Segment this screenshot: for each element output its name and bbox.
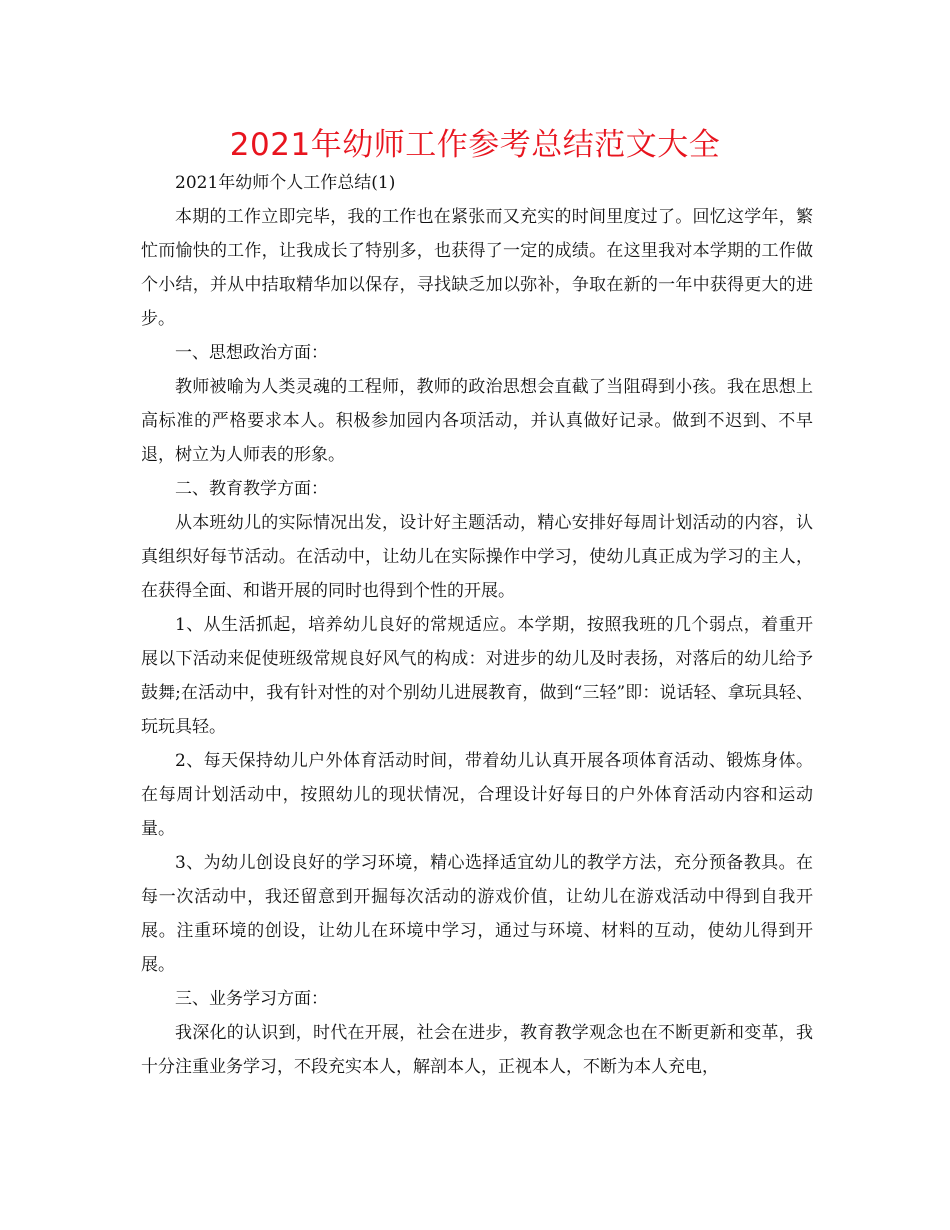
body-paragraph: 我深化的认识到，时代在开展，社会在进步，教育教学观念也在不断更新和变革，我十分注重业务学习，不段充实本人，解剖本人，正视本人，不断为本人充电， <box>141 1023 813 1077</box>
document-body <box>141 166 813 1084</box>
body-paragraph: 3、为幼儿创设良好的学习环境，精心选择适宜幼儿的教学方法，充分预备教具。在每一次活动中，我还留意到开掘每次活动的游戏价值，让幼儿在游戏活动中得到自我开展。注重环境的创设，让幼儿在环境中学习，通过与环境、材料的互动，使幼儿得到开展。 <box>141 853 813 975</box>
section-heading: 二、教育教学方面： <box>175 479 328 499</box>
section-heading: 一、思想政治方面： <box>175 343 328 363</box>
section-heading: 三、业务学习方面： <box>175 989 328 1009</box>
body-paragraph: 2、每天保持幼儿户外体育活动时间，带着幼儿认真开展各项体育活动、锻炼身体。在每周计划活动中，按照幼儿的现状情况，合理设计好每日的户外体育活动内容和运动量。 <box>141 751 813 839</box>
body-paragraph: 教师被喻为人类灵魂的工程师，教师的政治思想会直截了当阻碍到小孩。我在思想上高标准的严格要求本人。积极参加园内各项活动，并认真做好记录。做到不迟到、不早退，树立为人师表的形象。 <box>141 377 813 465</box>
body-paragraph: 1、从生活抓起，培养幼儿良好的常规适应。本学期，按照我班的几个弱点，着重开展以下活动来促使班级常规良好风气的构成：对进步的幼儿及时表扬，对落后的幼儿给予鼓舞;在活动中，我有针对性的对个别幼儿进展教育，做到“三轻”即：说话轻、拿玩具轻、玩玩具轻。 <box>141 615 813 737</box>
document-title: 2021年幼师工作参考总结范文大全 <box>229 127 721 163</box>
body-paragraph: 本期的工作立即完毕，我的工作也在紧张而又充实的时间里度过了。回忆这学年，繁忙而愉快的工作，让我成长了特别多，也获得了一定的成绩。在这里我对本学期的工作做个小结，并从中拮取精华加以保存，寻找缺乏加以弥补，争取在新的一年中获得更大的进步。 <box>141 207 813 329</box>
subtitle-paragraph: 2021年幼师个人工作总结(1) <box>175 173 396 193</box>
body-paragraph: 从本班幼儿的实际情况出发，设计好主题活动，精心安排好每周计划活动的内容，认真组织好每节活动。在活动中，让幼儿在实际操作中学习，使幼儿真正成为学习的主人，在获得全面、和谐开展的同时也得到个性的开展。 <box>141 513 813 601</box>
